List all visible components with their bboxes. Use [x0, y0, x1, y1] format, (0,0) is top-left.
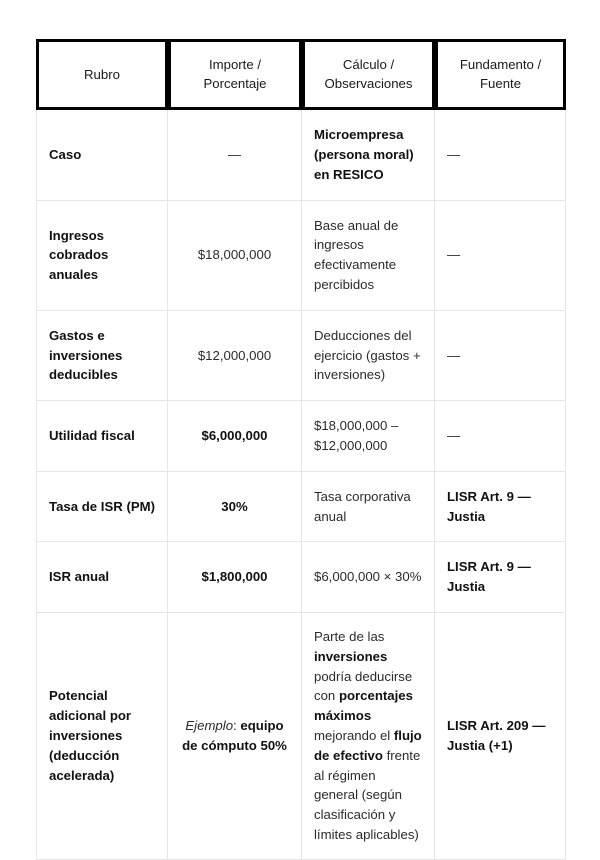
cell-fundamento: LISR Art. 209 — Justia (+1)	[435, 613, 566, 860]
column-header-calculo: Cálculo / Observaciones	[302, 39, 435, 110]
cell-calculo: Microempresa (persona moral) en RESICO	[302, 110, 435, 200]
cell-importe: Ejemplo: equipo de cómputo 50%	[168, 613, 302, 860]
cell-calculo: Parte de las inversiones podría deducirse con porcentajes máximos mejorando el flujo de efectivo frente al régimen general (según clasificación y límites aplicables)	[302, 613, 435, 860]
fiscal-calculation-table	[36, 39, 566, 860]
table-row	[36, 110, 566, 200]
cell-calculo: Tasa corporativa anual	[302, 472, 435, 543]
table-row	[36, 542, 566, 613]
column-header-rubro: Rubro	[36, 39, 168, 110]
table-header	[36, 39, 566, 110]
table-row	[36, 472, 566, 543]
cell-importe: $1,800,000	[168, 542, 302, 613]
table-row	[36, 613, 566, 860]
cell-fundamento: —	[435, 311, 566, 401]
cell-rubro: Potencial adicional por inversiones (deducción acelerada)	[36, 613, 168, 860]
table-header-row	[36, 39, 566, 110]
cell-rubro: Tasa de ISR (PM)	[36, 472, 168, 543]
column-header-fundamento: Fundamento / Fuente	[435, 39, 566, 110]
table-row	[36, 201, 566, 311]
table-row	[36, 311, 566, 401]
cell-importe: $18,000,000	[168, 201, 302, 311]
cell-rubro: Ingresos cobrados anuales	[36, 201, 168, 311]
cell-calculo: $6,000,000 × 30%	[302, 542, 435, 613]
cell-fundamento: LISR Art. 9 — Justia	[435, 472, 566, 543]
cell-rubro: ISR anual	[36, 542, 168, 613]
cell-fundamento: —	[435, 110, 566, 200]
cell-rubro: Gastos e inversiones deducibles	[36, 311, 168, 401]
cell-importe: 30%	[168, 472, 302, 543]
column-header-importe: Importe / Porcentaje	[168, 39, 302, 110]
cell-fundamento: LISR Art. 9 — Justia	[435, 542, 566, 613]
cell-calculo: $18,000,000 – $12,000,000	[302, 401, 435, 472]
cell-importe: —	[168, 110, 302, 200]
cell-calculo: Base anual de ingresos efectivamente percibidos	[302, 201, 435, 311]
cell-rubro: Utilidad fiscal	[36, 401, 168, 472]
table-row	[36, 401, 566, 472]
cell-importe: $12,000,000	[168, 311, 302, 401]
cell-fundamento: —	[435, 401, 566, 472]
table-body	[36, 110, 566, 860]
cell-fundamento: —	[435, 201, 566, 311]
cell-rubro: Caso	[36, 110, 168, 200]
cell-importe: $6,000,000	[168, 401, 302, 472]
cell-calculo: Deducciones del ejercicio (gastos + inversiones)	[302, 311, 435, 401]
